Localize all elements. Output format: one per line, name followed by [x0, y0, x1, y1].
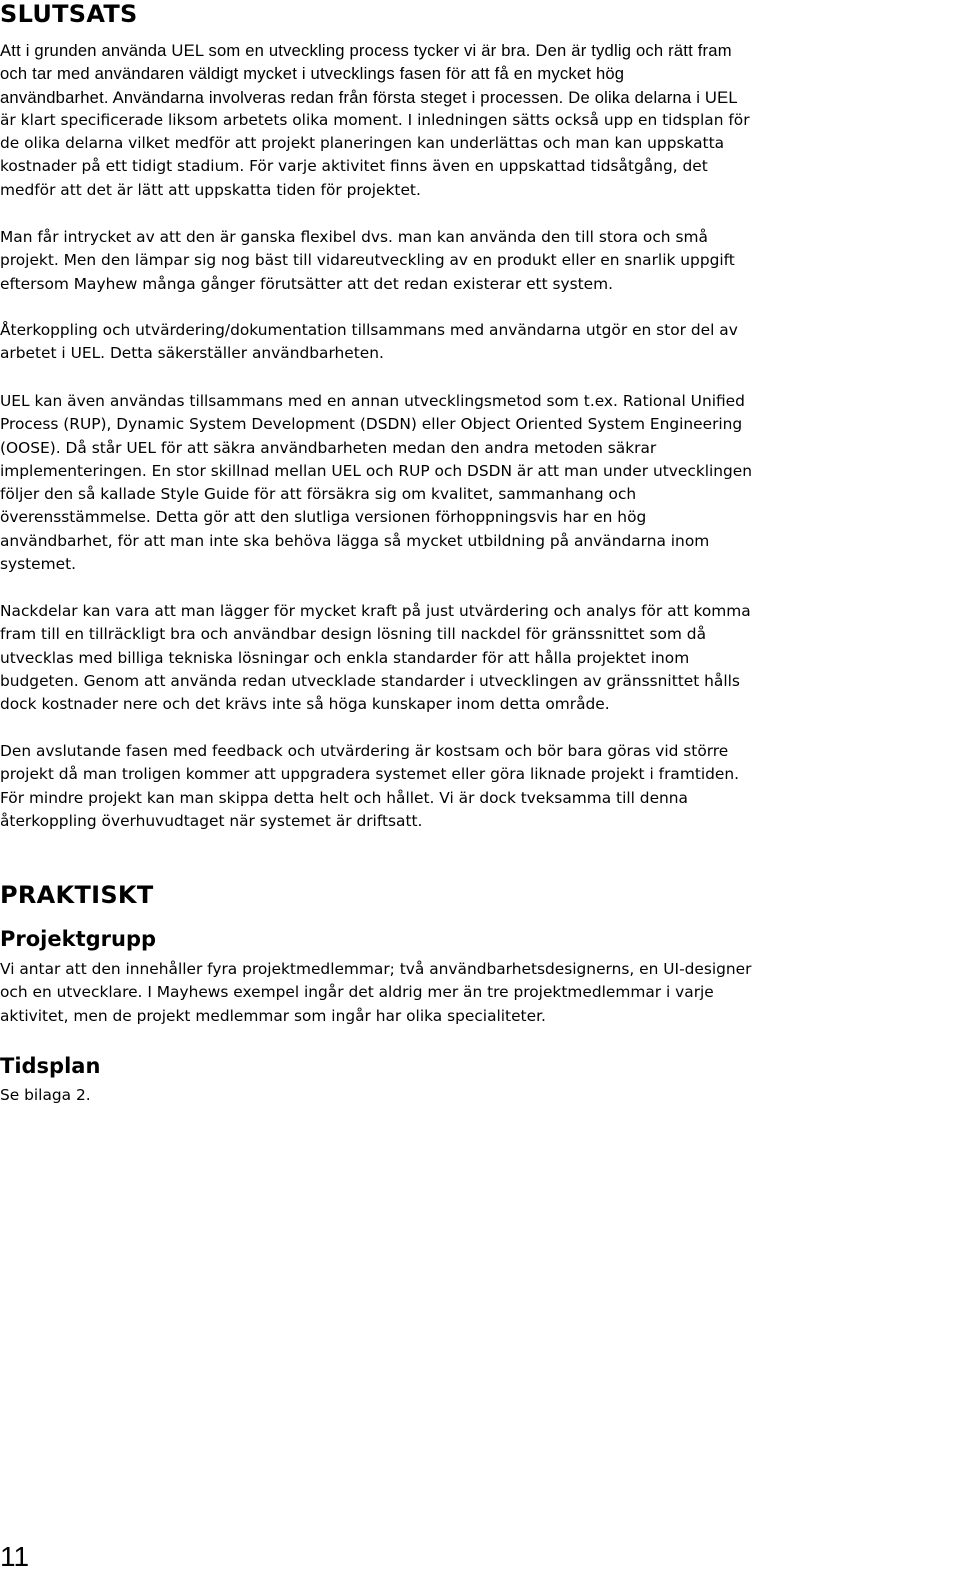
- paragraph-slutsats-4: [0, 390, 956, 576]
- heading-tidsplan: Tidsplan: [0, 1054, 101, 1078]
- text-line: (OOSE). Då står UEL för att säkra användbarheten medan den andra metoden säkrar: [0, 438, 657, 457]
- text-line: Att i grunden använda UEL som en utveckling process tycker vi är bra. Den är tydlig och rätt fram: [0, 41, 732, 60]
- paragraph-slutsats-5: [0, 600, 956, 716]
- text-line: projekt. Men den lämpar sig nog bäst till vidareutveckling av en produkt eller en snarlik uppgift: [0, 251, 735, 270]
- text-line: utvecklas med billiga tekniska lösningar och enkla standarder för att hålla projektet inom: [0, 648, 690, 667]
- text-line: och en utvecklare. I Mayhews exempel ingår det aldrig mer än tre projektmedlemmar i varje: [0, 983, 714, 1002]
- text-line: Nackdelar kan vara att man lägger för mycket kraft på just utvärdering och analys för att komma: [0, 602, 751, 620]
- text-line: Återkoppling och utvärdering/dokumentation tillsammans med användarna utgör en stor del av: [0, 321, 738, 339]
- heading-praktiskt: PRAKTISKT: [0, 881, 154, 909]
- text-line: budgeten. Genom att använda redan utvecklade standarder i utvecklingen av gränssnittet hålls: [0, 671, 740, 690]
- text-line: användbarhet, för att man inte ska behöva lägga så mycket utbildning på användarna inom: [0, 531, 710, 550]
- text-line: de olika delarna vilket medför att projekt planeringen kan underlättas och man kan uppskatta: [0, 134, 725, 153]
- text-line: projekt då man troligen kommer att uppgradera systemet eller göra liknade projekt i framtiden.: [0, 765, 740, 784]
- text-line: Process (RUP), Dynamic System Development (DSDN) eller Object Oriented System Engineering: [0, 415, 743, 434]
- paragraph-tidsplan: [0, 1084, 956, 1107]
- text-line: medför att det är lätt att uppskatta tiden för projektet.: [0, 180, 421, 199]
- text-line: UEL kan även användas tillsammans med en annan utvecklingsmetod som t.ex. Rational Unified: [0, 392, 745, 410]
- text-line: Den avslutande fasen med feedback och utvärdering är kostsam och bör bara göras vid större: [0, 742, 729, 760]
- paragraph-slutsats-1: [0, 39, 956, 202]
- text-line: följer den så kallade Style Guide för att försäkra sig om kvalitet, sammanhang och: [0, 485, 637, 504]
- text-line: användbarhet. Användarna involveras redan från första steget i processen. De olika delarna i UEL: [0, 87, 738, 107]
- paragraph-projektgrupp: [0, 958, 956, 1028]
- paragraph-slutsats-6: [0, 740, 956, 833]
- text-line: Man får intrycket av att den är ganska flexibel dvs. man kan använda den till stora och små: [0, 228, 708, 246]
- text-line: Vi antar att den innehåller fyra projektmedlemmar; två användbarhetsdesignerns, en UI-designer: [0, 960, 752, 978]
- text-line: överensstämmelse. Detta gör att den slutliga versionen förhoppningsvis har en hög: [0, 508, 647, 527]
- text-line: Se bilaga 2.: [0, 1086, 91, 1104]
- heading-projektgrupp: Projektgrupp: [0, 927, 157, 951]
- text-line: dock kostnader nere och det krävs inte så höga kunskaper inom detta område.: [0, 695, 610, 714]
- text-line: aktivitet, men de projekt medlemmar som ingår har olika specialiteter.: [0, 1006, 546, 1025]
- paragraph-slutsats-2: [0, 226, 956, 296]
- text-line: systemet.: [0, 555, 77, 574]
- paragraph-slutsats-3: [0, 319, 956, 366]
- heading-slutsats: SLUTSATS: [0, 0, 138, 28]
- text-line: är klart specificerade liksom arbetets olika moment. I inledningen sätts också upp en tidsplan för: [0, 110, 750, 129]
- text-line: och tar med användaren väldigt mycket i utvecklings fasen för att få en mycket hög: [0, 64, 625, 84]
- page-number: 11: [0, 1541, 30, 1572]
- text-line: återkoppling överhuvudtaget när systemet är driftsatt.: [0, 811, 423, 830]
- text-line: För mindre projekt kan man skippa detta helt och hållet. Vi är dock tveksamma till denna: [0, 788, 688, 807]
- text-line: kostnader på ett tidigt stadium. För varje aktivitet finns även en uppskattad tidsåtgång, det: [0, 157, 708, 176]
- text-line: arbetet i UEL. Detta säkerställer användbarheten.: [0, 344, 384, 363]
- text-line: implementeringen. En stor skillnad mellan UEL och RUP och DSDN är att man under utvecklingen: [0, 461, 753, 480]
- text-line: eftersom Mayhew många gånger förutsätter att det redan existerar ett system.: [0, 274, 614, 293]
- text-line: fram till en tillräckligt bra och användbar design lösning till nackdel för gränssnittet som då: [0, 625, 707, 644]
